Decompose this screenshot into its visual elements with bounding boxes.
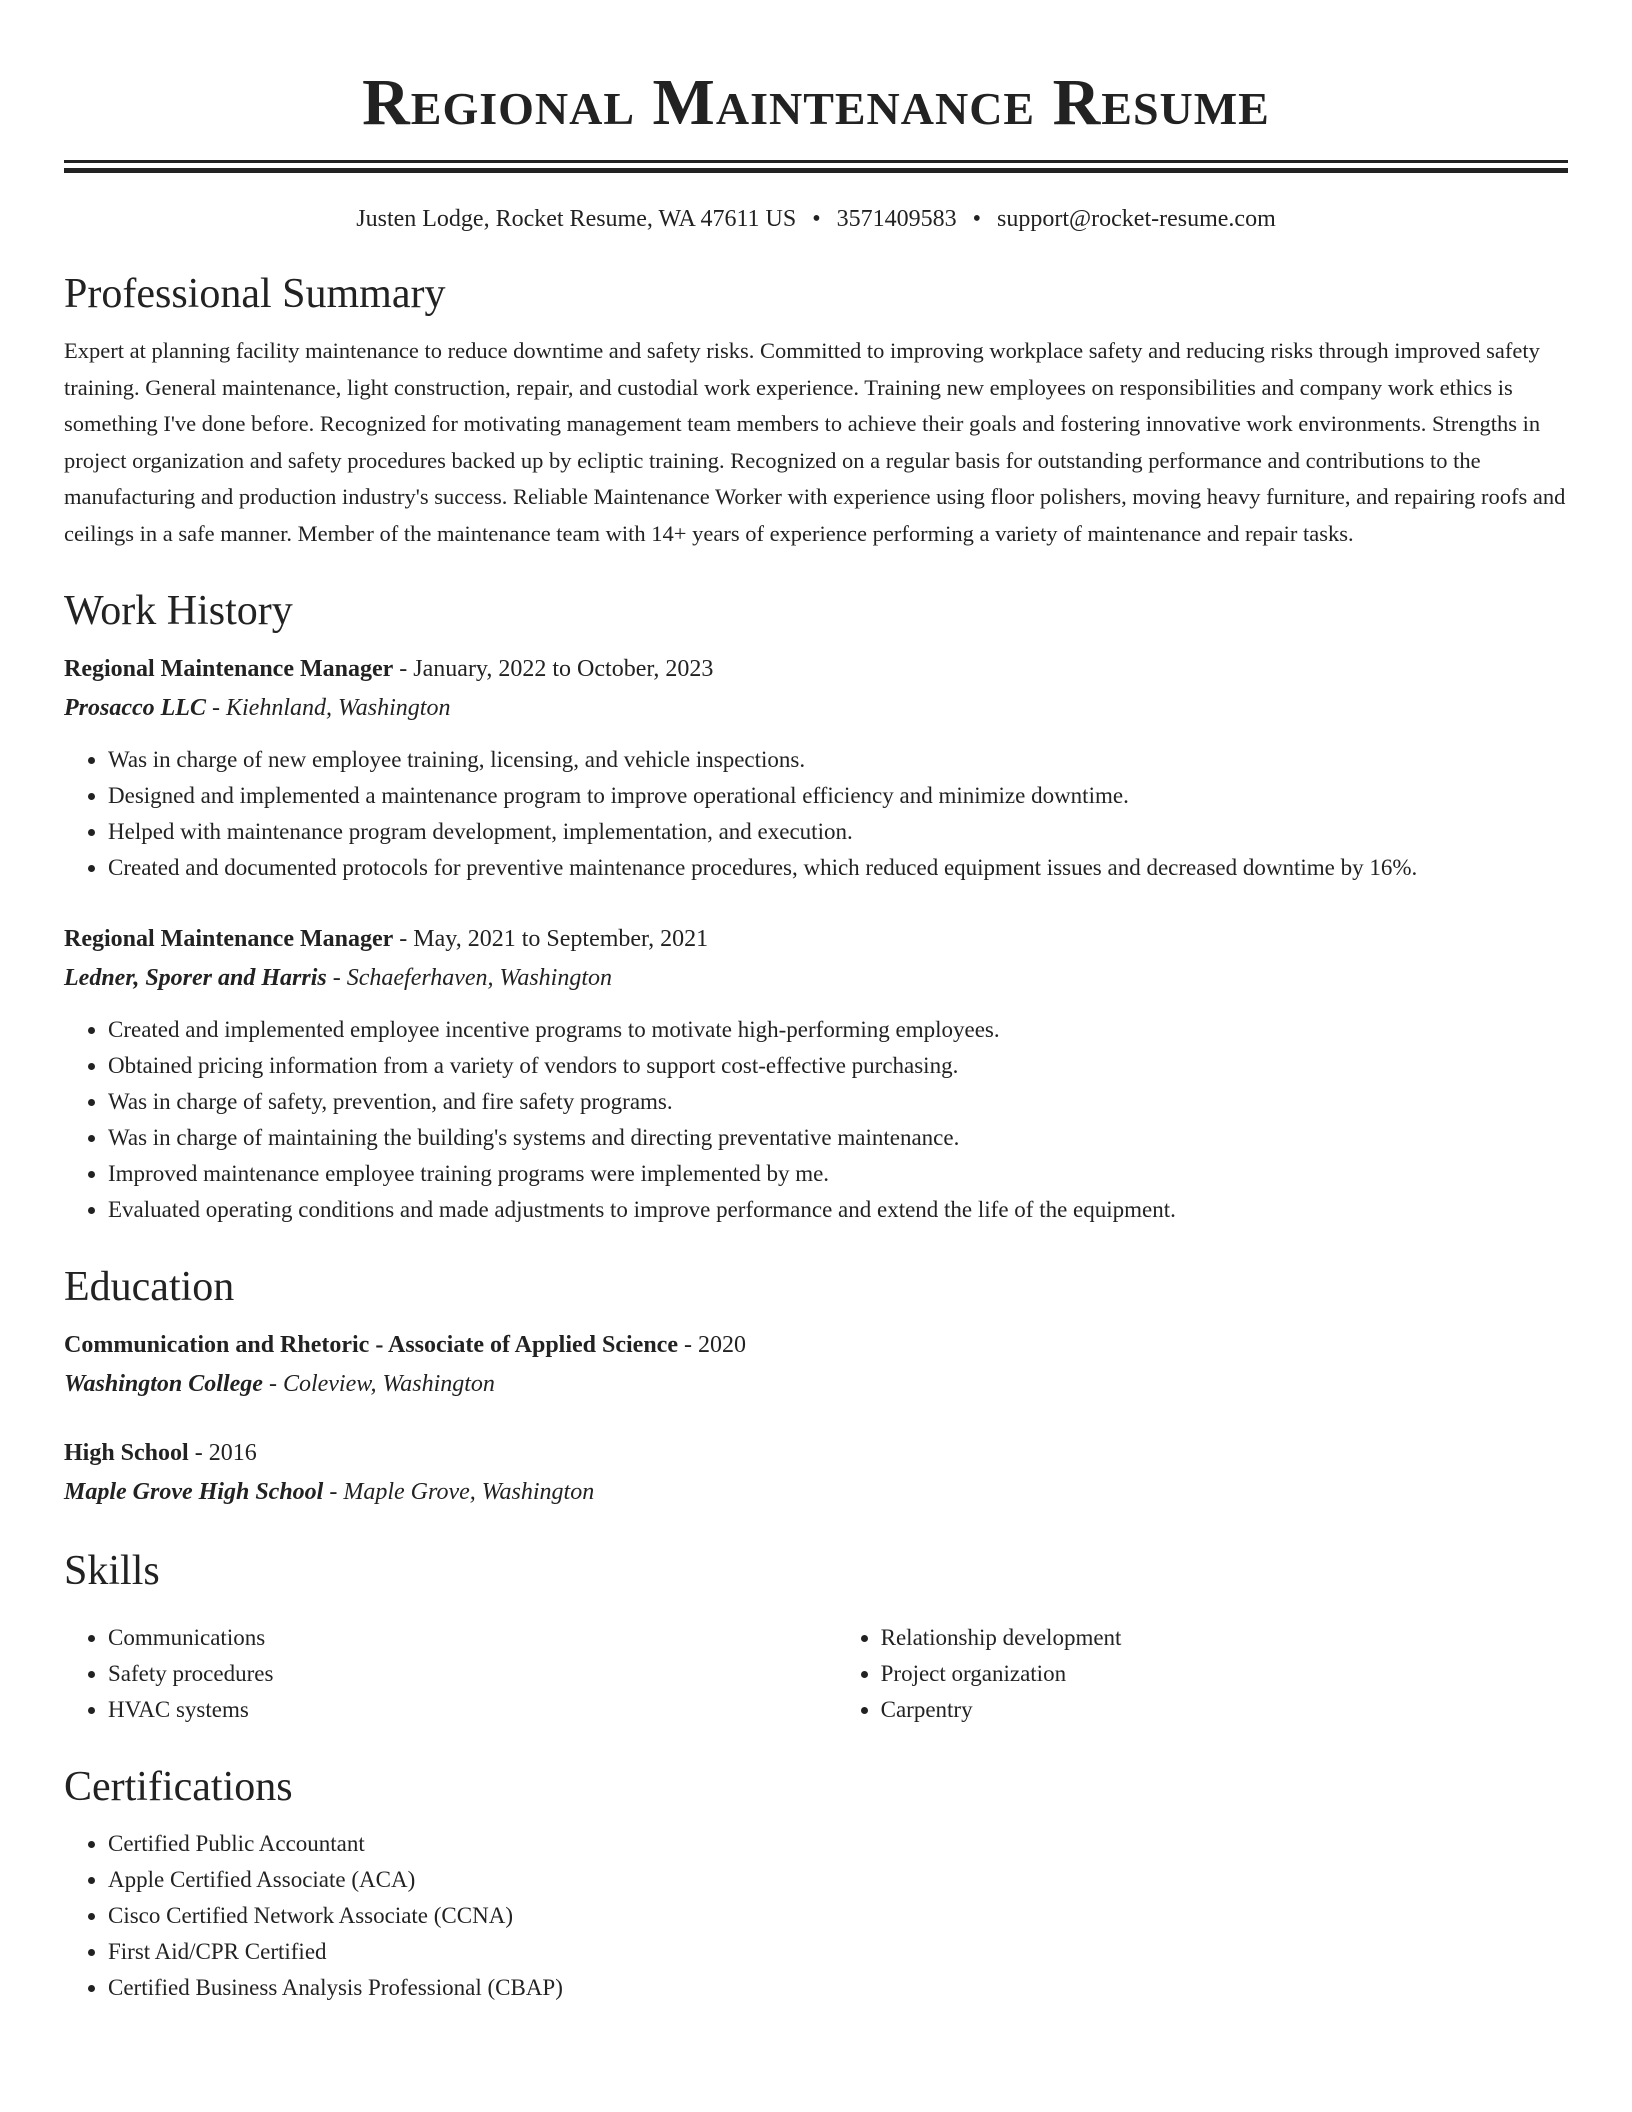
skills-columns [64,1610,1568,1728]
summary-heading: Professional Summary [64,271,446,317]
degree-name: High School [64,1440,189,1466]
job-bullets [64,742,1568,886]
school-line: Washington College - Coleview, Washington [64,1371,495,1397]
skill-item: • Communications [108,1620,837,1656]
skills-list-right [837,1620,1568,1728]
degree-line: Communication and Rhetoric - Associate of Applied Science - 2020 [64,1332,746,1358]
certification-item: • Certified Public Accountant [108,1826,1568,1862]
skills-list-left [64,1620,837,1728]
education-heading: Education [64,1264,235,1310]
degree-year: 2020 [697,1332,746,1358]
certification-item: • Cisco Certified Network Associate (CCNA) [108,1898,1568,1934]
job-bullet: • Evaluated operating conditions and made adjustments to improve performance and extend the life of the equipment. [108,1192,1568,1228]
skill-item: • Safety procedures [108,1656,837,1692]
job-bullet: • Was in charge of maintaining the building's systems and directing preventative maintenance. [108,1120,1568,1156]
school-location: Coleview, Washington [282,1371,495,1397]
job-company-line: Prosacco LLC - Kiehnland, Washington [64,695,451,721]
school-name: Maple Grove High School [64,1479,324,1505]
job-role: Regional Maintenance Manager [64,656,394,682]
job-company-line: Ledner, Sporer and Harris - Schaeferhaven, Washington [64,965,613,991]
job-bullet: • Was in charge of safety, prevention, and fire safety programs. [108,1084,1568,1120]
job-bullet: • Created and implemented employee incentive programs to motivate high-performing employees. [108,1012,1568,1048]
certifications-list [64,1826,1568,2006]
job-bullet: • Created and documented protocols for preventive maintenance procedures, which reduced equipment issues and decreased downtime by 16%. [108,850,1568,886]
skills-heading: Skills [64,1548,160,1594]
contact-separator: • [812,206,821,232]
certification-item: • First Aid/CPR Certified [108,1934,1568,1970]
work-history-heading: Work History [64,588,293,634]
job-bullet: • Designed and implemented a maintenance program to improve operational efficiency and minimize downtime. [108,778,1568,814]
title-divider-thin [64,168,1568,173]
job-bullet: • Was in charge of new employee training, licensing, and vehicle inspections. [108,742,1568,778]
title-divider-thick [64,160,1568,163]
job-dates: January, 2022 to October, 2023 [413,656,714,682]
education-entry [64,1434,1568,1512]
school-line: Maple Grove High School - Maple Grove, Washington [64,1479,595,1505]
job-location: Kiehnland, Washington [225,695,451,721]
certifications-heading: Certifications [64,1764,293,1810]
school-location: Maple Grove, Washington [343,1479,595,1505]
certification-item: • Apple Certified Associate (ACA) [108,1862,1568,1898]
job-dates: May, 2021 to September, 2021 [413,926,709,952]
skill-item: • HVAC systems [108,1692,837,1728]
job-location: Schaeferhaven, Washington [346,965,613,991]
job-bullet: • Improved maintenance employee training programs were implemented by me. [108,1156,1568,1192]
contact-email: support@rocket-resume.com [997,206,1276,232]
job-entry [64,650,1568,886]
contact-phone: 3571409583 [836,206,957,232]
contact-line [64,203,1568,235]
job-bullet: • Obtained pricing information from a variety of vendors to support cost-effective purchasing. [108,1048,1568,1084]
job-bullet: • Helped with maintenance program development, implementation, and execution. [108,814,1568,850]
skill-item: • Relationship development [881,1620,1568,1656]
education-entry [64,1326,1568,1404]
summary-text: Expert at planning facility maintenance to reduce downtime and safety risks. Committed to improving workplace safety and reducing risks through improved safety training. General maintenance, light construction, repair, and custodial work experience. Training new employees on responsibilities and company work ethics is something I've done before. Recognized for motivating management team members to achieve their goals and fostering innovative work environments. Strengths in project organization and safety procedures backed up by ecliptic training. Recognized on a regular basis for outstanding performance and contributions to the manufacturing and production industry's success. Reliable Maintenance Worker with experience using floor polishers, moving heavy furniture, and repairing roofs and ceilings in a safe manner. Member of the maintenance team with 14+ years of experience performing a variety of maintenance and repair tasks. [64,338,1566,546]
job-company: Ledner, Sporer and Harris [64,965,327,991]
job-title-line: Regional Maintenance Manager - May, 2021 to September, 2021 [64,926,709,952]
skill-item: • Carpentry [881,1692,1568,1728]
job-company: Prosacco LLC [64,695,206,721]
job-role: Regional Maintenance Manager [64,926,394,952]
contact-separator: • [972,206,982,232]
degree-year: 2016 [208,1440,257,1466]
job-bullets [64,1012,1568,1228]
degree-name: Communication and Rhetoric - Associate of Applied Science [64,1332,678,1358]
job-entry [64,920,1568,1228]
certification-item: • Certified Business Analysis Professional (CBAP) [108,1970,1568,2006]
school-name: Washington College [64,1371,263,1397]
skill-item: • Project organization [881,1656,1568,1692]
job-title-line: Regional Maintenance Manager - January, 2022 to October, 2023 [64,656,714,682]
contact-address: Justen Lodge, Rocket Resume, WA 47611 US [356,206,797,232]
degree-line: High School - 2016 [64,1440,257,1466]
resume-title: Regional Maintenance Resume [362,66,1270,139]
